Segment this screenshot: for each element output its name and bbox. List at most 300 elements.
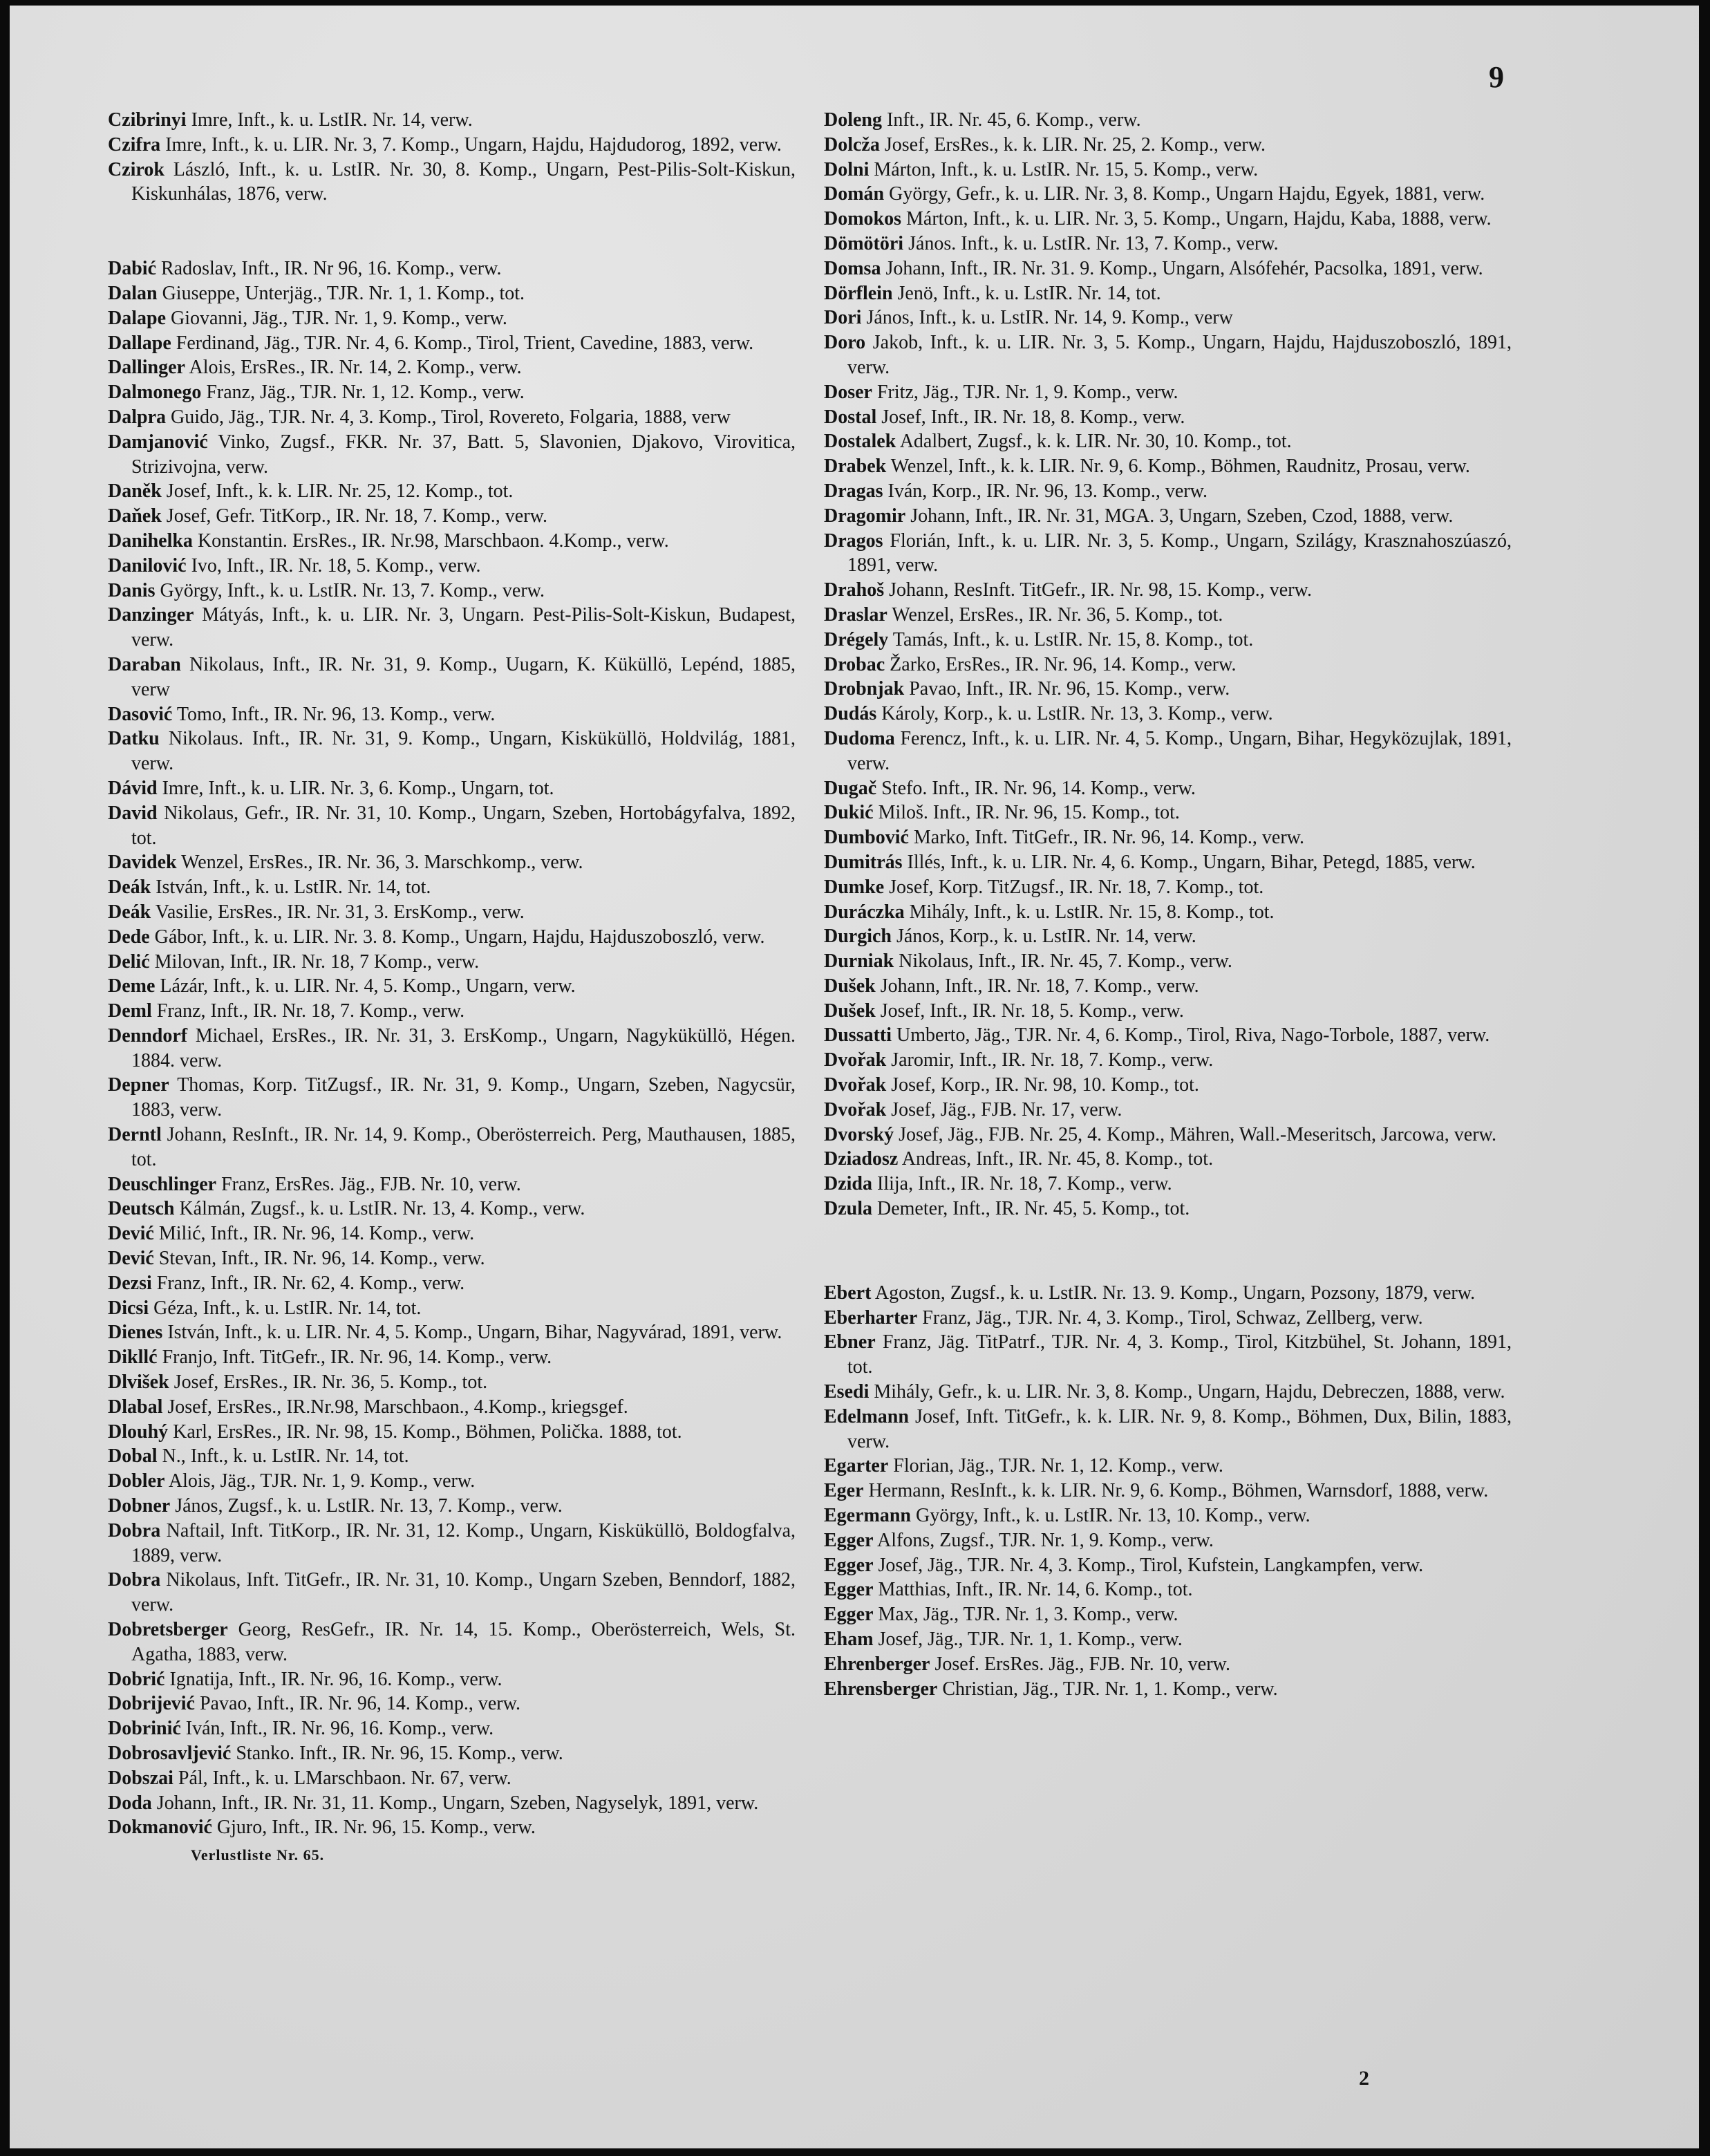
entry-surname: Dalan (108, 282, 158, 304)
list-entry (824, 974, 1512, 999)
entry-surname: Doro (824, 332, 866, 354)
list-entry (824, 578, 1512, 603)
entry-details: Florian, Jäg., TJR. Nr. 1, 12. Komp., verw. (893, 1455, 1223, 1477)
list-entry (108, 1246, 796, 1271)
entry-surname: Dobra (108, 1569, 161, 1591)
entry-details: Konstantin. ErsRes., IR. Nr.98, Marschbaon. 4.Komp., verw. (197, 529, 669, 552)
entry-surname: Dziadosz (824, 1148, 899, 1170)
list-entry (824, 628, 1512, 653)
list-entry (108, 776, 796, 801)
entry-surname: Dobner (108, 1495, 171, 1517)
entry-details: Gjuro, Inft., IR. Nr. 96, 15. Komp., verw. (216, 1817, 536, 1839)
list-entry (108, 1395, 796, 1420)
document-page (10, 6, 1699, 2148)
list-entry (824, 256, 1512, 281)
list-entry (108, 801, 796, 851)
entry-surname: Drobnjak (824, 678, 905, 700)
list-entry (108, 1024, 796, 1074)
entry-surname: Egarter (824, 1455, 889, 1477)
list-entry (108, 1469, 796, 1494)
entry-details: György, Inft., k. u. LstIR. Nr. 13, 7. Komp., verw. (160, 579, 545, 601)
entry-details: Milovan, Inft., IR. Nr. 18, 7 Komp., verw. (154, 950, 480, 973)
list-entry (824, 1479, 1512, 1503)
entry-details: Ferencz, Inft., k. u. LIR. Nr. 4, 5. Komp., Ungarn, Bihar, Hegyközujlak, 1891, verw. (847, 727, 1512, 774)
entry-details: Illés, Inft., k. u. LIR. Nr. 4, 6. Komp., Ungarn, Bihar, Petegd, 1885, verw. (907, 851, 1476, 873)
entry-details: Žarko, ErsRes., IR. Nr. 96, 14. Komp., verw. (890, 653, 1237, 675)
entry-surname: Dalape (108, 307, 166, 329)
entry-details: Pavao, Inft., IR. Nr. 96, 15. Komp., verw. (909, 678, 1230, 700)
entry-surname: Daněk (108, 480, 162, 503)
entry-details: János. Inft., k. u. LstIR. Nr. 13, 7. Komp., verw. (908, 232, 1279, 254)
entry-details: László, Inft., k. u. LstIR. Nr. 30, 8. Komp., Ungarn, Pest-Pilis-Solt-Kiskun, Kiskunhálas, 1876, verw. (131, 158, 796, 205)
entry-surname: Egger (824, 1604, 874, 1626)
list-entry (108, 1345, 796, 1370)
entry-surname: Dienes (108, 1322, 163, 1344)
list-entry (824, 702, 1512, 727)
section-gap (824, 1221, 1512, 1281)
list-entry (824, 207, 1512, 232)
list-entry (824, 1330, 1512, 1380)
entry-details: Stevan, Inft., IR. Nr. 96, 14. Komp., verw. (158, 1248, 485, 1270)
entry-details: Umberto, Jäg., TJR. Nr. 4, 6. Komp., Tirol, Riva, Nago-Torbole, 1887, verw. (896, 1024, 1490, 1047)
list-entry (108, 554, 796, 579)
entry-surname: Dömötöri (824, 232, 904, 254)
list-entry (108, 1172, 796, 1197)
list-entry (108, 1519, 796, 1568)
entry-surname: Esedi (824, 1381, 870, 1403)
entry-details: Vasilie, ErsRes., IR. Nr. 31, 3. ErsKomp., verw. (155, 901, 525, 923)
entry-surname: Danihelka (108, 529, 193, 552)
entry-surname: Ebner (824, 1331, 876, 1353)
list-entry (108, 999, 796, 1024)
list-entry (108, 950, 796, 975)
entry-details: Josef, Inft., IR. Nr. 18, 5. Komp., verw. (880, 1000, 1184, 1022)
entry-details: Alois, Jäg., TJR. Nr. 1, 9. Komp., verw. (168, 1470, 476, 1492)
entry-details: Wenzel, ErsRes., IR. Nr. 36, 5. Komp., tot. (892, 603, 1223, 626)
list-entry (108, 1444, 796, 1469)
entry-surname: Eger (824, 1480, 864, 1502)
entry-surname: David (108, 802, 158, 824)
entry-surname: Drobac (824, 653, 885, 675)
entry-surname: Drabek (824, 456, 887, 478)
entry-surname: Deuschlinger (108, 1173, 217, 1195)
entry-surname: Dallape (108, 332, 171, 354)
entry-details: Franjo, Inft. TitGefr., IR. Nr. 96, 14. Komp., verw. (162, 1347, 552, 1369)
entry-surname: Czibrinyi (108, 109, 187, 131)
entry-details: Johann, ResInft. TitGefr., IR. Nr. 98, 15. Komp., verw. (889, 579, 1312, 601)
entry-details: Alois, ErsRes., IR. Nr. 14, 2. Komp., verw. (189, 357, 522, 379)
list-entry (824, 677, 1512, 702)
entry-surname: Eham (824, 1629, 874, 1651)
entry-details: Alfons, Zugsf., TJR. Nr. 1, 9. Komp., verw. (877, 1529, 1214, 1551)
entry-details: Stanko. Inft., IR. Nr. 96, 15. Komp., verw. (236, 1743, 563, 1764)
entry-details: Andreas, Inft., IR. Nr. 45, 8. Komp., tot. (901, 1148, 1214, 1170)
list-entry (108, 306, 796, 331)
entry-details: Josef, Jäg., FJB. Nr. 25, 4. Komp., Mähren, Wall.-Meseritsch, Jarcowa, verw. (899, 1123, 1496, 1145)
list-entry (824, 1147, 1512, 1172)
entry-details: Max, Jäg., TJR. Nr. 1, 3. Komp., verw. (878, 1604, 1178, 1626)
entry-surname: Dobrosavljević (108, 1743, 232, 1764)
entry-surname: Doda (108, 1792, 152, 1814)
entry-details: Nikolaus, Gefr., IR. Nr. 31, 10. Komp., Ungarn, Szeben, Hortobágyfalva, 1892, tot. (131, 802, 796, 849)
entry-details: Josef, Jäg., TJR. Nr. 1, 1. Komp., verw. (878, 1629, 1183, 1651)
entry-surname: Eberharter (824, 1306, 918, 1329)
list-entry (108, 653, 796, 702)
entry-surname: Dikllć (108, 1347, 158, 1369)
entry-surname: Dvořak (824, 1049, 887, 1071)
entry-details: Josef, Inft., k. k. LIR. Nr. 25, 12. Komp., tot. (166, 480, 514, 503)
list-entry (108, 1271, 796, 1296)
list-entry (108, 1296, 796, 1321)
entry-surname: Dörflein (824, 282, 893, 304)
list-entry (108, 1221, 796, 1246)
list-entry (108, 1320, 796, 1345)
entry-details: Nikolaus, Inft., IR. Nr. 45, 7. Komp., verw. (899, 950, 1232, 973)
entry-surname: Davidek (108, 852, 177, 874)
list-entry (824, 529, 1512, 579)
list-entry (824, 1405, 1512, 1454)
entry-details: Giuseppe, Unterjäg., TJR. Nr. 1, 1. Komp., tot. (162, 282, 525, 304)
list-entry (108, 1716, 796, 1741)
list-entry (824, 1073, 1512, 1098)
list-entry (824, 1602, 1512, 1627)
entry-details: N., Inft., k. u. LstIR. Nr. 14, tot. (162, 1445, 409, 1468)
entry-surname: Dudoma (824, 727, 895, 749)
entry-details: Nikolaus, Inft., IR. Nr. 31, 9. Komp., Uugarn, K. Küküllö, Lepénd, 1885, verw (131, 653, 796, 700)
entry-surname: Dobal (108, 1445, 158, 1468)
list-entry (108, 1791, 796, 1816)
entry-details: Agoston, Zugsf., k. u. LstIR. Nr. 13. 9. Komp., Ungarn, Pozsony, 1879, verw. (874, 1282, 1476, 1304)
list-entry (108, 1766, 796, 1791)
entry-surname: Deme (108, 975, 156, 997)
entry-surname: Dumitrás (824, 851, 903, 873)
entry-surname: Dasović (108, 703, 173, 725)
entry-surname: Dobszai (108, 1767, 173, 1789)
entry-details: Nikolaus, Inft. TitGefr., IR. Nr. 31, 10. Komp., Ungarn Szeben, Benndorf, 1882, verw. (131, 1569, 796, 1616)
entry-details: Wenzel, Inft., k. k. LIR. Nr. 9, 6. Komp., Böhmen, Raudnitz, Prosau, verw. (890, 456, 1470, 478)
left-column (108, 108, 796, 1868)
entry-details: Ilija, Inft., IR. Nr. 18, 7. Komp., verw. (877, 1173, 1172, 1195)
list-entry (108, 504, 796, 529)
entry-details: Géza, Inft., k. u. LstIR. Nr. 14, tot. (153, 1297, 422, 1319)
entry-details: István, Inft., k. u. LIR. Nr. 4, 5. Komp., Ungarn, Bihar, Nagyvárad, 1891, verw. (167, 1322, 782, 1344)
list-entry (108, 850, 796, 875)
entry-surname: Czirok (108, 158, 165, 180)
list-entry (824, 850, 1512, 875)
entry-surname: Domán (824, 183, 885, 205)
list-entry (108, 158, 796, 207)
list-entry (108, 1815, 796, 1840)
entry-surname: Dlouhý (108, 1421, 169, 1443)
list-entry (824, 924, 1512, 949)
entry-details: Kálmán, Zugsf., k. u. LstIR. Nr. 13, 4. Komp., verw. (179, 1198, 585, 1220)
entry-surname: Dalpra (108, 406, 166, 428)
list-entry (824, 1048, 1512, 1073)
entry-details: Josef, Korp., IR. Nr. 98, 10. Komp., tot. (891, 1074, 1199, 1096)
list-entry (824, 133, 1512, 158)
entry-surname: Dragomir (824, 505, 906, 527)
list-entry (108, 1494, 796, 1519)
list-entry (108, 1618, 796, 1667)
entry-surname: Dzula (824, 1198, 872, 1220)
list-entry (824, 949, 1512, 974)
entry-surname: Dugač (824, 777, 877, 799)
list-entry (824, 1627, 1512, 1652)
entry-surname: Drégely (824, 628, 889, 650)
entry-surname: Ehrenberger (824, 1653, 930, 1675)
entry-surname: Duráczka (824, 901, 905, 923)
signature-mark: 2 (1359, 2067, 1369, 2090)
entry-details: Mátyás, Inft., k. u. LIR. Nr. 3, Ungarn. Pest-Pilis-Solt-Kiskun, Budapest, verw. (131, 604, 796, 651)
list-entry (824, 1380, 1512, 1405)
entry-details: Johann, ResInft., IR. Nr. 14, 9. Komp., Oberösterreich. Perg, Mauthausen, 1885, tot. (131, 1124, 796, 1170)
entry-surname: Dezsi (108, 1272, 152, 1294)
entry-details: Florián, Inft., k. u. LIR. Nr. 3, 5. Komp., Ungarn, Szilágy, Krasznahoszúaszó, 1891, verw. (847, 529, 1512, 577)
entry-details: Jaromir, Inft., IR. Nr. 18, 7. Komp., verw. (891, 1049, 1214, 1071)
entry-surname: Daňek (108, 505, 162, 527)
list-entry (824, 182, 1512, 207)
entry-details: Iván, Inft., IR. Nr. 96, 16. Komp., verw. (185, 1718, 494, 1740)
entry-details: Stefo. Inft., IR. Nr. 96, 14. Komp., verw. (881, 777, 1196, 799)
entry-details: Lázár, Inft., k. u. LIR. Nr. 4, 5. Komp., Ungarn, verw. (160, 975, 576, 997)
entry-details: Wenzel, ErsRes., IR. Nr. 36, 3. Marschkomp., verw. (181, 852, 583, 874)
list-entry (108, 133, 796, 158)
entry-surname: Dobrijević (108, 1693, 195, 1715)
entry-details: Fritz, Jäg., TJR. Nr. 1, 9. Komp., verw. (876, 381, 1178, 403)
list-entry (824, 1281, 1512, 1306)
entry-details: György, Gefr., k. u. LIR. Nr. 3, 8. Komp., Ungarn Hajdu, Egyek, 1881, verw. (889, 183, 1485, 205)
entry-surname: Dvorský (824, 1123, 894, 1145)
entry-surname: Dávid (108, 777, 158, 799)
list-entry (108, 1741, 796, 1766)
list-entry (824, 1454, 1512, 1479)
list-entry (108, 405, 796, 430)
entry-details: Josef, Inft., IR. Nr. 18, 8. Komp., verw. (881, 406, 1185, 428)
entry-details: Josef, Korp. TitZugsf., IR. Nr. 18, 7. Komp., tot. (889, 876, 1264, 898)
list-entry (824, 1503, 1512, 1528)
list-entry (824, 727, 1512, 776)
entry-surname: Doleng (824, 109, 882, 131)
list-entry (108, 1197, 796, 1221)
list-entry (824, 1123, 1512, 1147)
entry-details: Michael, ErsRes., IR. Nr. 31, 3. ErsKomp., Ungarn, Nagyküküllö, Hégen. 1884. verw. (131, 1024, 796, 1071)
entry-details: Franz, Jäg. TitPatrf., TJR. Nr. 4, 3. Komp., Tirol, Kitzbühel, St. Johann, 1891, tot. (847, 1331, 1512, 1378)
list-entry (824, 1197, 1512, 1221)
entry-details: János, Zugsf., k. u. LstIR. Nr. 13, 7. Komp., verw. (175, 1495, 563, 1517)
entry-details: Gábor, Inft., k. u. LIR. Nr. 3. 8. Komp., Ungarn, Hajdu, Hajduszoboszló, verw. (154, 926, 765, 948)
list-entry (108, 727, 796, 776)
list-entry (108, 331, 796, 356)
entry-surname: Dudás (824, 703, 877, 725)
list-entry (824, 1098, 1512, 1123)
list-entry (108, 1370, 796, 1395)
list-entry (108, 1073, 796, 1123)
list-entry (824, 1172, 1512, 1197)
list-entry (824, 108, 1512, 133)
entry-surname: Drahoš (824, 579, 885, 601)
entry-surname: Denndorf (108, 1024, 188, 1047)
list-entry (824, 825, 1512, 850)
entry-surname: Dević (108, 1223, 154, 1245)
entry-surname: Damjanović (108, 431, 208, 453)
list-entry (108, 900, 796, 925)
list-entry (108, 579, 796, 603)
list-entry (108, 479, 796, 504)
entry-details: Franz, Inft., IR. Nr. 62, 4. Komp., verw. (156, 1272, 465, 1294)
entry-surname: Dlvišek (108, 1371, 169, 1394)
list-entry (108, 355, 796, 380)
entry-details: Franz, ErsRes. Jäg., FJB. Nr. 10, verw. (221, 1173, 521, 1195)
list-entry (824, 1677, 1512, 1702)
entry-surname: Danzinger (108, 604, 194, 626)
entry-surname: Dabić (108, 258, 156, 280)
list-entry (108, 925, 796, 950)
entry-details: György, Inft., k. u. LstIR. Nr. 13, 10. Komp., verw. (916, 1505, 1310, 1527)
entry-surname: Dobra (108, 1519, 161, 1541)
entry-surname: Egger (824, 1529, 874, 1551)
entry-surname: Deák (108, 901, 151, 923)
entry-surname: Dumbović (824, 827, 909, 849)
entry-surname: Domsa (824, 257, 881, 279)
entry-surname: Dokmanović (108, 1817, 212, 1839)
list-entry (108, 603, 796, 653)
list-entry (108, 1568, 796, 1618)
entry-details: Marko, Inft. TitGefr., IR. Nr. 96, 14. Komp., verw. (913, 827, 1305, 849)
entry-details: Josef, ErsRes., IR.Nr.98, Marschbaon., 4.Komp., kriegsgef. (167, 1396, 628, 1418)
entry-surname: Domokos (824, 208, 902, 230)
entry-surname: Dobrić (108, 1668, 165, 1690)
entry-surname: Dlabal (108, 1396, 163, 1418)
entry-surname: Dolni (824, 158, 870, 180)
entry-details: Pavao, Inft., IR. Nr. 96, 14. Komp., verw. (199, 1693, 520, 1715)
list-entry (824, 306, 1512, 330)
list-entry (824, 1577, 1512, 1602)
list-entry (824, 158, 1512, 182)
entry-surname: Danilović (108, 554, 187, 577)
entry-details: Franz, Jäg., TJR. Nr. 1, 12. Komp., verw. (206, 382, 525, 404)
entry-surname: Derntl (108, 1124, 162, 1146)
list-entry (824, 776, 1512, 801)
list-entry (824, 405, 1512, 430)
entry-details: Tamás, Inft., k. u. LstIR. Nr. 15, 8. Komp., tot. (892, 628, 1254, 650)
list-entry (824, 232, 1512, 256)
entry-details: Josef. ErsRes. Jäg., FJB. Nr. 10, verw. (934, 1653, 1230, 1675)
list-entry (824, 875, 1512, 900)
entry-details: Ferdinand, Jäg., TJR. Nr. 4, 6. Komp., Tirol, Trient, Cavedine, 1883, verw. (176, 332, 754, 354)
entry-details: Károly, Korp., k. u. LstIR. Nr. 13, 3. Komp., verw. (881, 703, 1273, 725)
entry-details: Márton, Inft., k. u. LIR. Nr. 3, 5. Komp., Ungarn, Hajdu, Kaba, 1888, verw. (906, 208, 1492, 230)
entry-details: Johann, Inft., IR. Nr. 31, MGA. 3, Ungarn, Szeben, Czod, 1888, verw. (910, 505, 1454, 527)
entry-details: Thomas, Korp. TitZugsf., IR. Nr. 31, 9. Komp., Ungarn, Szeben, Nagycsür, 1883, verw. (131, 1074, 796, 1121)
entry-details: Josef, ErsRes., k. k. LIR. Nr. 25, 2. Komp., verw. (884, 133, 1266, 156)
list-entry (824, 800, 1512, 825)
entry-surname: Dragos (824, 529, 883, 552)
entry-surname: Ehrensberger (824, 1678, 938, 1700)
list-entry (824, 429, 1512, 454)
entry-details: Vinko, Zugsf., FKR. Nr. 37, Batt. 5, Slavonien, Djakovo, Virovitica, Strizivojna, verw. (131, 431, 796, 478)
entry-surname: Depner (108, 1074, 169, 1096)
list-entry (108, 875, 796, 900)
list-entry (824, 653, 1512, 677)
list-entry (108, 529, 796, 554)
entry-details: János, Korp., k. u. LstIR. Nr. 14, verw. (896, 926, 1196, 948)
entry-surname: Datku (108, 728, 160, 750)
entry-details: Ivo, Inft., IR. Nr. 18, 5. Komp., verw. (191, 554, 481, 577)
entry-surname: Czifra (108, 133, 161, 156)
entry-surname: Dukić (824, 802, 874, 824)
entry-details: Josef, Gefr. TitKorp., IR. Nr. 18, 7. Komp., verw. (166, 505, 547, 527)
list-entry (824, 454, 1512, 479)
entry-details: János, Inft., k. u. LstIR. Nr. 14, 9. Komp., verw (866, 307, 1233, 329)
list-entry (824, 1652, 1512, 1677)
list-entry (108, 281, 796, 306)
list-entry (824, 1023, 1512, 1048)
entry-details: Josef, ErsRes., IR. Nr. 36, 5. Komp., tot. (173, 1371, 488, 1394)
entry-surname: Dobler (108, 1470, 165, 1492)
entry-details: Imre, Inft., k. u. LstIR. Nr. 14, verw. (191, 109, 473, 131)
entry-details: Naftail, Inft. TitKorp., IR. Nr. 31, 12. Komp., Ungarn, Kisküküllö, Boldogfalva, 1889, verw. (131, 1519, 796, 1566)
list-entry (108, 702, 796, 727)
entry-surname: Dobrinić (108, 1718, 181, 1740)
list-entry (824, 1553, 1512, 1578)
list-entry (824, 504, 1512, 529)
entry-details: Nikolaus. Inft., IR. Nr. 31, 9. Komp., Ungarn, Kisküküllö, Holdvilág, 1881, verw. (131, 728, 796, 775)
entry-details: Demeter, Inft., IR. Nr. 45, 5. Komp., tot. (877, 1198, 1190, 1220)
entry-details: Guido, Jäg., TJR. Nr. 4, 3. Komp., Tirol, Rovereto, Folgaria, 1888, verw (171, 406, 731, 428)
entry-surname: Deák (108, 877, 151, 899)
list-entry (824, 330, 1512, 380)
entry-surname: Dicsi (108, 1297, 149, 1319)
entry-surname: Dragas (824, 480, 883, 502)
entry-surname: Delić (108, 950, 150, 973)
entry-surname: Draslar (824, 603, 887, 626)
list-entry (824, 281, 1512, 306)
entry-details: Imre, Inft., k. u. LIR. Nr. 3, 7. Komp., Ungarn, Hajdu, Hajdudorog, 1892, verw. (165, 133, 782, 156)
entry-surname: Egger (824, 1579, 874, 1601)
list-entry (108, 256, 796, 281)
entry-details: Giovanni, Jäg., TJR. Nr. 1, 9. Komp., verw. (171, 307, 507, 329)
entry-details: Ignatija, Inft., IR. Nr. 96, 16. Komp., verw. (169, 1668, 502, 1690)
entry-details: Franz, Jäg., TJR. Nr. 4, 3. Komp., Tirol, Schwaz, Zellberg, verw. (922, 1306, 1423, 1329)
entry-surname: Egger (824, 1554, 874, 1576)
list-entry (824, 479, 1512, 504)
entry-details: Radoslav, Inft., IR. Nr 96, 16. Komp., verw. (161, 258, 502, 280)
entry-surname: Dvořak (824, 1074, 887, 1096)
entry-details: Josef, Inft. TitGefr., k. k. LIR. Nr. 9, 8. Komp., Böhmen, Dux, Bilin, 1883, verw. (847, 1405, 1512, 1452)
entry-details: Adalbert, Zugsf., k. k. LIR. Nr. 30, 10. Komp., tot. (899, 431, 1292, 453)
entry-details: Mihály, Inft., k. u. LstIR. Nr. 15, 8. Komp., tot. (909, 901, 1275, 923)
entry-details: Johann, Inft., IR. Nr. 31. 9. Komp., Ungarn, Alsófehér, Pacsolka, 1891, verw. (885, 257, 1483, 279)
entry-surname: Dvořak (824, 1098, 887, 1121)
entry-surname: Durniak (824, 950, 894, 973)
list-entry (108, 1667, 796, 1692)
entry-surname: Deutsch (108, 1198, 175, 1220)
entry-surname: Dević (108, 1248, 154, 1270)
entry-surname: Ebert (824, 1282, 872, 1304)
entry-details: Hermann, ResInft., k. k. LIR. Nr. 9, 6. Komp., Böhmen, Warnsdorf, 1888, verw. (868, 1480, 1489, 1502)
entry-details: Jakob, Inft., k. u. LIR. Nr. 3, 5. Komp., Ungarn, Hajdu, Hajduszoboszló, 1891, verw. (847, 332, 1512, 378)
entry-details: Márton, Inft., k. u. LstIR. Nr. 15, 5. Komp., verw. (874, 158, 1259, 180)
entry-details: Imre, Inft., k. u. LIR. Nr. 3, 6. Komp., Ungarn, tot. (162, 777, 554, 799)
entry-surname: Dalmonego (108, 382, 202, 404)
entry-details: Johann, Inft., IR. Nr. 18, 7. Komp., verw. (880, 975, 1199, 997)
list-entry (108, 1420, 796, 1445)
entry-surname: Dušek (824, 1000, 876, 1022)
list-entry (824, 900, 1512, 925)
page-number: 9 (1489, 60, 1504, 94)
entry-details: Tomo, Inft., IR. Nr. 96, 13. Komp., verw. (176, 703, 496, 725)
list-entry (824, 1528, 1512, 1553)
